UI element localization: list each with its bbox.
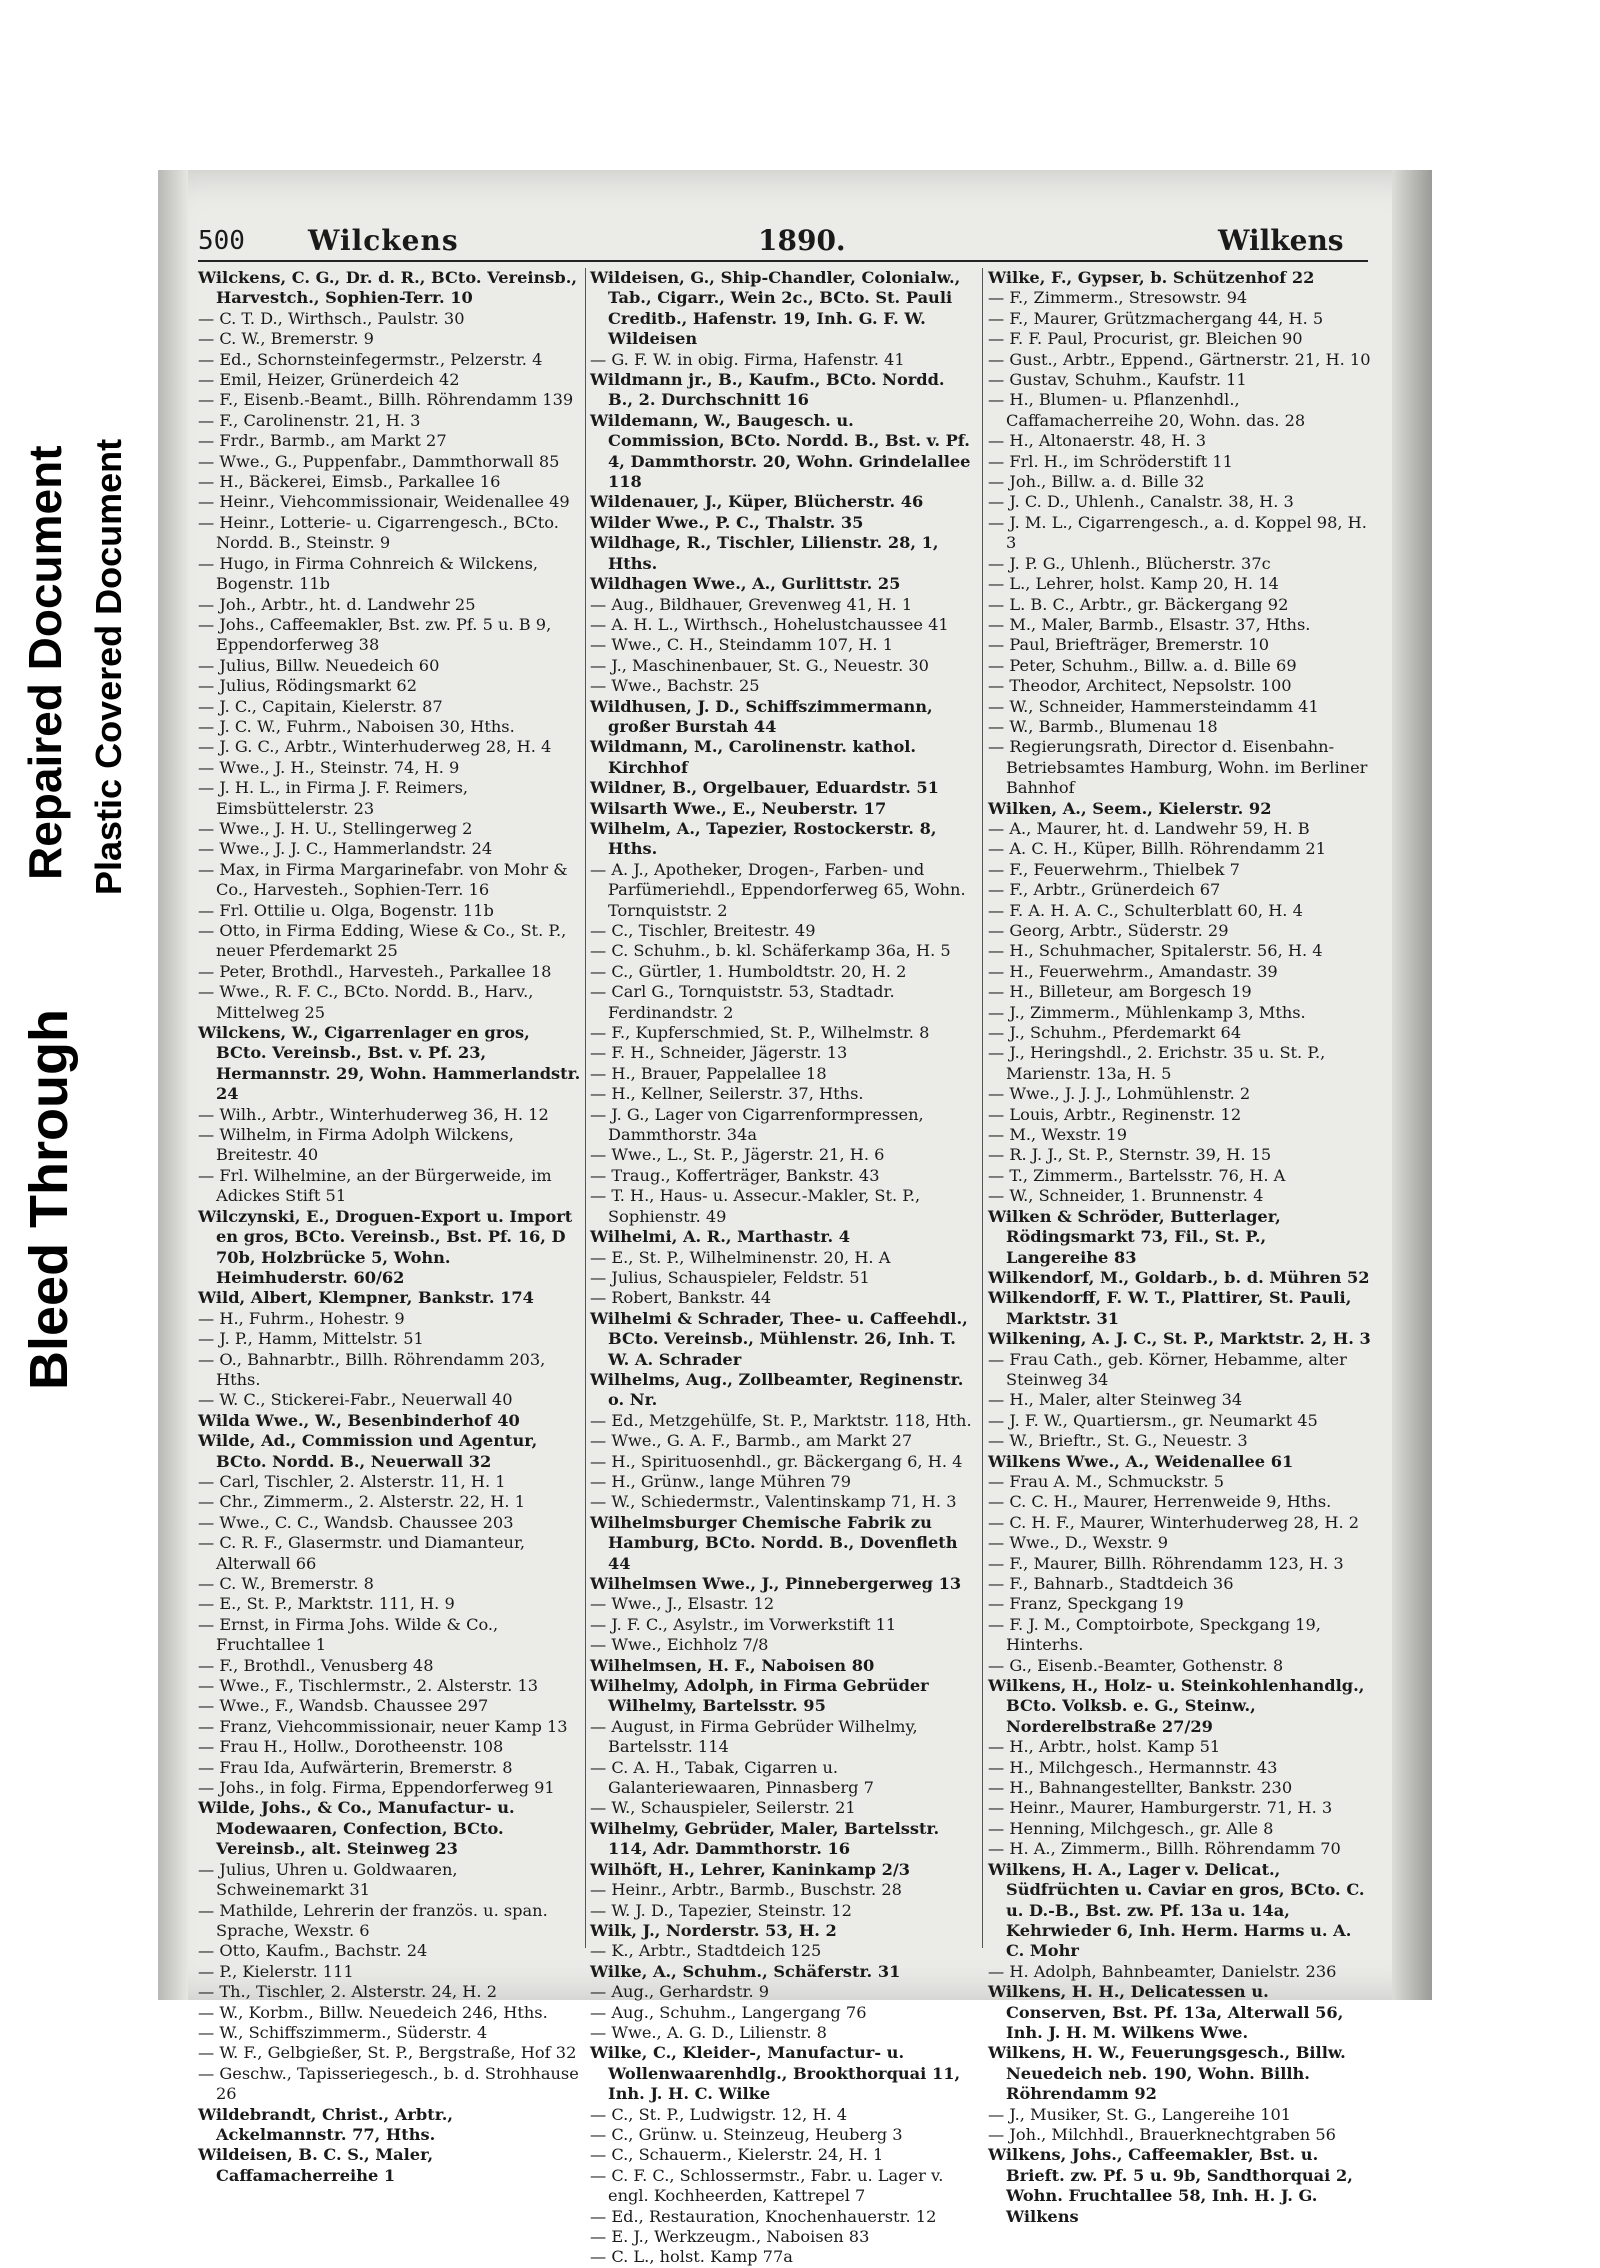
- directory-entry: Wilder Wwe., P. C., Thalstr. 35: [590, 512, 864, 532]
- directory-entry: Wilhelmsburger Chemische Fabrik zu Hamburg, BCto. Nordd. B., Dovenfleth 44: [590, 1512, 958, 1573]
- directory-entry: — Wwe., J. J. J., Lohmühlenstr. 2: [988, 1084, 1251, 1104]
- header-left-word: Wilckens: [308, 224, 459, 257]
- directory-entry: — Th., Tischler, 2. Alsterstr. 24, H. 2: [198, 1982, 498, 2002]
- directory-entry: — H., Schuhmacher, Spitalerstr. 56, H. 4: [988, 941, 1323, 961]
- directory-entry: — Traug., Kofferträger, Bankstr. 43: [590, 1165, 880, 1185]
- directory-entry: Wilda Wwe., W., Besenbinderhof 40: [198, 1410, 520, 1430]
- directory-entry: — W., Korbm., Billw. Neuedeich 246, Hths.: [198, 2002, 548, 2022]
- directory-entry: — F. J. M., Comptoirbote, Speckgang 19, Hinterhs.: [988, 1614, 1321, 1655]
- column-divider: [585, 268, 586, 1948]
- directory-entry: — Gust., Arbtr., Eppend., Gärtnerstr. 21, H. 10: [988, 349, 1371, 369]
- directory-entry: — Julius, Uhren u. Goldwaaren, Schweinemarkt 31: [198, 1859, 458, 1900]
- directory-entry: — C., Grünw. u. Steinzeug, Heuberg 3: [590, 2124, 903, 2144]
- header-rule: [198, 260, 1368, 262]
- directory-entry: — F., Maurer, Grützmachergang 44, H. 5: [988, 308, 1324, 328]
- directory-entry: — H., Grünw., lange Mühren 79: [590, 1471, 852, 1491]
- directory-entry: — Max, in Firma Margarinefabr. von Mohr & Co., Harvesteh., Sophien-Terr. 16: [198, 859, 568, 900]
- directory-entry: — Regierungsrath, Director d. Eisenbahn-Betriebsamtes Hamburg, Wohn. im Berliner Bahnhof: [988, 737, 1368, 798]
- directory-entry: Wilkendorf, M., Goldarb., b. d. Mühren 52: [988, 1267, 1370, 1287]
- directory-entry: Wilkens, H. H., Delicatessen u. Conserven, Bst. Pf. 13a, Alterwall 56, Inh. J. H. M. Wilkens Wwe.: [988, 1982, 1344, 2042]
- directory-entry: — E., St. P., Wilhelminenstr. 20, H. A: [590, 1247, 891, 1267]
- directory-entry: — J. F. C., Asylstr., im Vorwerkstift 11: [590, 1614, 897, 1634]
- bleed-through-label: Bleed Through: [19, 1009, 79, 1390]
- directory-entry: Wilde, Ad., Commission und Agentur, BCto. Nordd. B., Neuerwall 32: [198, 1431, 538, 1471]
- directory-entry: — W. J. D., Tapezier, Steinstr. 12: [590, 1900, 852, 1920]
- directory-entry: — F., Brothdl., Venusberg 48: [198, 1655, 434, 1675]
- directory-entry: — A. J., Apotheker, Drogen-, Farben- und Parfümeriehdl., Eppendorferweg 65, Wohn. Tornquiststr. 2: [590, 859, 966, 920]
- directory-entry: — L. B. C., Arbtr., gr. Bäckergang 92: [988, 594, 1289, 614]
- directory-entry: — Wwe., G. A. F., Barmb., am Markt 27: [590, 1431, 913, 1451]
- directory-entry: Wilhelmy, Gebrüder, Maler, Bartelsstr. 114, Adr. Dammthorstr. 16: [590, 1818, 940, 1859]
- directory-entry: Wilkens, H. W., Feuerungsgesch., Billw. Neuedeich neb. 190, Wohn. Billh. Röhrendamm 92: [988, 2043, 1346, 2104]
- directory-entry: — A. C. H., Küper, Billh. Röhrendamm 21: [988, 839, 1327, 859]
- directory-entry: Wilsarth Wwe., E., Neuberstr. 17: [590, 798, 887, 818]
- directory-entry: — O., Bahnarbtr., Billh. Röhrendamm 203, Hths.: [198, 1349, 546, 1389]
- directory-entry: — C. H. F., Maurer, Winterhuderweg 28, H. 2: [988, 1512, 1360, 1532]
- directory-entry: — J., Zimmerm., Mühlenkamp 3, Mths.: [988, 1002, 1306, 1022]
- directory-entry: — Wwe., J. H. U., Stellingerweg 2: [198, 818, 473, 838]
- directory-entry: — H., Kellner, Seilerstr. 37, Hths.: [590, 1084, 864, 1104]
- directory-entry: Wilkens, H., Holz- u. Steinkohlenhandlg., BCto. Volksb. e. G., Steinw., Norderelbstraße 27/29: [988, 1676, 1365, 1736]
- directory-entry: — H. Adolph, Bahnbeamter, Danielstr. 236: [988, 1961, 1337, 1981]
- directory-entry: Wilczynski, E., Droguen-Export u. Import en gros, BCto. Vereinsb., Bst. Pf. 16, D 70b, Holzbrücke 5, Wohn. Heimhuderstr. 60/62: [198, 1206, 573, 1287]
- directory-entry: — W., Schiffszimmerm., Süderstr. 4: [198, 2022, 488, 2042]
- directory-entry: Wildmann jr., B., Kaufm., BCto. Nordd. B., 2. Durchschnitt 16: [590, 370, 945, 410]
- directory-entry: Wildeisen, B. C. S., Maler, Caffamacherreihe 1: [198, 2145, 434, 2185]
- directory-entry: Wilkens, Johs., Caffeemakler, Bst. u. Brieft. zw. Pf. 5 u. 9b, Sandthorquai 2, Wohn. Fruchtallee 58, Inh. H. J. G. Wilkens: [988, 2145, 1353, 2226]
- directory-entry: — Frau Ida, Aufwärterin, Bremerstr. 8: [198, 1757, 513, 1777]
- directory-entry: — Wwe., G., Puppenfabr., Dammthorwall 85: [198, 451, 560, 471]
- directory-entry: Wilckens, C. G., Dr. d. R., BCto. Vereinsb., Harvestch., Sophien-Terr. 10: [198, 268, 577, 308]
- directory-entry: — Julius, Billw. Neuedeich 60: [198, 655, 440, 675]
- plastic-covered-label: Plastic Covered Document: [88, 438, 129, 895]
- directory-entry: — Emil, Heizer, Grünerdeich 42: [198, 370, 460, 390]
- directory-entry: — H., Blumen- u. Pflanzenhdl., Caffamacherreihe 20, Wohn. das. 28: [988, 390, 1306, 430]
- directory-entry: — C., Tischler, Breitestr. 49: [590, 921, 816, 940]
- directory-entry: — Frl. Ottilie u. Olga, Bogenstr. 11b: [198, 900, 494, 920]
- directory-entry: — J. H. L., in Firma J. F. Reimers, Eimsbüttelerstr. 23: [198, 778, 469, 818]
- directory-entry: Wilhelms, Aug., Zollbeamter, Reginenstr. o. Nr.: [590, 1369, 964, 1410]
- directory-entry: Wilkendorff, F. W. T., Plattirer, St. Pauli, Marktstr. 31: [988, 1288, 1352, 1328]
- directory-entry: — Julius, Rödingsmarkt 62: [198, 676, 417, 696]
- directory-entry: — W., Schauspieler, Seilerstr. 21: [590, 1798, 856, 1818]
- directory-entry: — J. M. L., Cigarrengesch., a. d. Koppel 98, H. 3: [988, 512, 1367, 553]
- directory-entry: Wildeisen, G., Ship-Chandler, Colonialw., Tab., Cigarr., Wein 2c., BCto. St. Pauli Creditb., Hafenstr. 19, Inh. G. F. W. Wildeisen: [590, 268, 961, 349]
- directory-entry: — Peter, Schuhm., Billw. a. d. Bille 69: [988, 655, 1297, 675]
- directory-entry: — Heinr., Arbtr., Barmb., Buschstr. 28: [590, 1880, 902, 1900]
- directory-entry: — C. T. D., Wirthsch., Paulstr. 30: [198, 308, 465, 328]
- directory-entry: — Heinr., Maurer, Hamburgerstr. 71, H. 3: [988, 1798, 1333, 1818]
- directory-entry: — J. G. C., Arbtr., Winterhuderweg 28, H. 4: [198, 737, 552, 757]
- directory-entry: — E., St. P., Marktstr. 111, H. 9: [198, 1594, 455, 1614]
- directory-entry: — J. C., Capitain, Kielerstr. 87: [198, 696, 443, 716]
- directory-column-1: [198, 268, 583, 2186]
- directory-entry: — Johs., in folg. Firma, Eppendorferweg 91: [198, 1778, 555, 1798]
- directory-entry: — Robert, Bankstr. 44: [590, 1288, 772, 1308]
- directory-entry: — C., St. P., Ludwigstr. 12, H. 4: [590, 2104, 848, 2124]
- directory-entry: — Peter, Brothdl., Harvesteh., Parkallee 18: [198, 961, 552, 981]
- directory-entry: — G. F. W. in obig. Firma, Hafenstr. 41: [590, 349, 905, 369]
- directory-entry: — W. F., Gelbgießer, St. P., Bergstraße, Hof 32: [198, 2043, 577, 2063]
- column-divider: [982, 268, 983, 1948]
- directory-entry: Wild, Albert, Klempner, Bankstr. 174: [198, 1288, 534, 1308]
- directory-entry: — W., Brieftr., St. G., Neuestr. 3: [988, 1431, 1248, 1451]
- running-header: [198, 220, 1368, 260]
- directory-entry: — Wilh., Arbtr., Winterhuderweg 36, H. 12: [198, 1104, 549, 1124]
- directory-entry: — Hugo, in Firma Cohnreich & Wilckens, Bogenstr. 11b: [198, 553, 539, 594]
- directory-entry: — H., Billeteur, am Borgesch 19: [988, 982, 1252, 1002]
- directory-entry: — Aug., Schuhm., Langergang 76: [590, 2002, 867, 2022]
- directory-entry: — Mathilde, Lehrerin der französ. u. span. Sprache, Wexstr. 6: [198, 1900, 548, 1940]
- directory-entry: Wilhelm, A., Tapezier, Rostockerstr. 8, Hths.: [590, 818, 937, 859]
- directory-entry: Wildemann, W., Baugesch. u. Commission, BCto. Nordd. B., Bst. v. Pf. 4, Dammthorstr. 20, Wohn. Grindelallee 118: [590, 410, 971, 492]
- directory-entry: — J., Maschinenbauer, St. G., Neuestr. 30: [590, 655, 929, 675]
- directory-entry: — H., Maler, alter Steinweg 34: [988, 1390, 1243, 1410]
- header-year: 1890.: [758, 224, 846, 257]
- directory-entry: — T., Zimmerm., Bartelsstr. 76, H. A: [988, 1165, 1286, 1185]
- directory-entry: Wilhöft, H., Lehrer, Kaninkamp 2/3: [590, 1859, 911, 1879]
- directory-entry: Wildmann, M., Carolinenstr. kathol. Kirchhof: [590, 737, 917, 777]
- directory-entry: — Louis, Arbtr., Reginenstr. 12: [988, 1104, 1242, 1124]
- directory-entry: — Wwe., L., St. P., Jägerstr. 21, H. 6: [590, 1145, 885, 1165]
- directory-entry: — L., Lehrer, holst. Kamp 20, H. 14: [988, 574, 1279, 594]
- page-edge-left: [158, 170, 188, 2000]
- directory-entry: — Wwe., F., Tischlermstr., 2. Alsterstr. 13: [198, 1676, 539, 1696]
- directory-entry: — Otto, in Firma Edding, Wiese & Co., St. P., neuer Pferdemarkt 25: [198, 921, 567, 961]
- directory-entry: — G., Eisenb.-Beamter, Gothenstr. 8: [988, 1655, 1284, 1675]
- directory-entry: — H., Milchgesch., Hermannstr. 43: [988, 1757, 1278, 1777]
- directory-entry: — J. C. W., Fuhrm., Naboisen 30, Hths.: [198, 716, 515, 736]
- header-right-word: Wilkens: [1218, 224, 1344, 257]
- directory-entry: — Georg, Arbtr., Süderstr. 29: [988, 921, 1229, 940]
- directory-entry: — H., Spirituosenhdl., gr. Bäckergang 6, H. 4: [590, 1451, 963, 1471]
- directory-entry: Wilken & Schröder, Butterlager, Rödingsmarkt 73, Fil., St. P., Langereihe 83: [988, 1206, 1281, 1267]
- directory-entry: — C. W., Bremerstr. 8: [198, 1574, 374, 1593]
- directory-entry: — P., Kielerstr. 111: [198, 1961, 354, 1981]
- directory-entry: — Wwe., Bachstr. 25: [590, 676, 760, 696]
- directory-entry: — Theodor, Architect, Nepsolstr. 100: [988, 676, 1292, 696]
- directory-entry: — H., Bäckerei, Eimsb., Parkallee 16: [198, 472, 501, 492]
- directory-entry: — Otto, Kaufm., Bachstr. 24: [198, 1941, 428, 1961]
- directory-entry: — W., Schiedermstr., Valentinskamp 71, H. 3: [590, 1492, 957, 1512]
- directory-entry: — W., Schneider, 1. Brunnenstr. 4: [988, 1186, 1264, 1206]
- directory-entry: — C. C. H., Maurer, Herrenweide 9, Hths.: [988, 1492, 1332, 1512]
- directory-entry: — Frl. Wilhelmine, an der Bürgerweide, im Adickes Stift 51: [198, 1165, 552, 1206]
- directory-entry: Wilke, A., Schuhm., Schäferstr. 31: [590, 1961, 901, 1981]
- directory-entry: — Ernst, in Firma Johs. Wilde & Co., Fruchtallee 1: [198, 1614, 499, 1655]
- directory-entry: — Wwe., F., Wandsb. Chaussee 297: [198, 1696, 489, 1716]
- directory-entry: Wilde, Johs., & Co., Manufactur- u. Modewaaren, Confection, BCto. Vereinsb., alt. Steinweg 23: [198, 1798, 515, 1859]
- directory-entry: — W., Barmb., Blumenau 18: [988, 716, 1218, 736]
- directory-entry: — J. F. W., Quartiersm., gr. Neumarkt 45: [988, 1410, 1318, 1430]
- directory-entry: — F., Arbtr., Grünerdeich 67: [988, 880, 1221, 900]
- directory-entry: — Frl. H., im Schröderstift 11: [988, 451, 1233, 471]
- directory-entry: — Gustav, Schuhm., Kaufstr. 11: [988, 370, 1247, 390]
- scanned-page: [158, 170, 1432, 2267]
- directory-entry: — Wwe., A. G. D., Lilienstr. 8: [590, 2022, 827, 2042]
- directory-entry: Wildenauer, J., Küper, Blücherstr. 46: [590, 492, 924, 512]
- directory-entry: — H., Arbtr., holst. Kamp 51: [988, 1737, 1221, 1757]
- directory-entry: Wildhusen, J. D., Schiffszimmermann, großer Burstah 44: [590, 696, 933, 736]
- directory-entry: — Heinr., Viehcommissionair, Weidenallee 49: [198, 492, 570, 512]
- directory-entry: — C., Gürtler, 1. Humboldtstr. 20, H. 2: [590, 961, 907, 981]
- directory-entry: Wilckens, W., Cigarrenlager en gros, BCto. Vereinsb., Bst. v. Pf. 23, Hermannstr. 29, Wohn. Hammerlandstr. 24: [198, 1023, 581, 1104]
- directory-entry: Wilkens Wwe., A., Weidenallee 61: [988, 1451, 1294, 1471]
- directory-entry: — Wwe., C. C., Wandsb. Chaussee 203: [198, 1512, 514, 1532]
- directory-entry: — F., Bahnarb., Stadtdeich 36: [988, 1574, 1234, 1593]
- directory-entry: — Henning, Milchgesch., gr. Alle 8: [988, 1818, 1274, 1838]
- directory-entry: — C. R. F., Glasermstr. und Diamanteur, Alterwall 66: [198, 1533, 526, 1573]
- directory-entry: — W. C., Stickerei-Fabr., Neuerwall 40: [198, 1390, 513, 1410]
- directory-entry: — F. F. Paul, Procurist, gr. Bleichen 90: [988, 329, 1303, 349]
- directory-entry: — Chr., Zimmerm., 2. Alsterstr. 22, H. 1: [198, 1492, 526, 1512]
- directory-entry: — Wwe., C. H., Steindamm 107, H. 1: [590, 635, 894, 655]
- directory-entry: — J. G., Lager von Cigarrenformpressen, Dammthorstr. 34a: [590, 1104, 924, 1145]
- directory-entry: — Ed., Schornsteinfegermstr., Pelzerstr. 4: [198, 349, 543, 369]
- directory-entry: — Julius, Schauspieler, Feldstr. 51: [590, 1267, 870, 1287]
- directory-entry: — H., Bahnangestellter, Bankstr. 230: [988, 1778, 1293, 1798]
- directory-entry: — C., Schauerm., Kielerstr. 24, H. 1: [590, 2145, 884, 2165]
- directory-entry: — Heinr., Lotterie- u. Cigarrengesch., BCto. Nordd. B., Steinstr. 9: [198, 512, 559, 553]
- directory-entry: — Wwe., Eichholz 7/8: [590, 1635, 769, 1655]
- directory-entry: — Frdr., Barmb., am Markt 27: [198, 431, 447, 451]
- directory-entry: — Aug., Gerhardstr. 9: [590, 1982, 770, 2002]
- repaired-document-label: Repaired Document: [19, 445, 71, 880]
- directory-entry: — Frau H., Hollw., Dorotheenstr. 108: [198, 1737, 504, 1757]
- directory-entry: — Frau Cath., geb. Körner, Hebamme, alter Steinweg 34: [988, 1349, 1347, 1389]
- directory-entry: Wilhelmi, A. R., Marthastr. 4: [590, 1227, 850, 1247]
- directory-entry: — Frau A. M., Schmuckstr. 5: [988, 1471, 1225, 1491]
- directory-entry: — C. F. C., Schlossermstr., Fabr. u. Lager v. engl. Kochheerden, Kattrepel 7: [590, 2165, 944, 2206]
- directory-entry: — R. J. J., St. P., Sternstr. 39, H. 15: [988, 1145, 1272, 1165]
- directory-entry: — Wwe., J. H., Steinstr. 74, H. 9: [198, 757, 460, 777]
- directory-entry: Wilke, C., Kleider-, Manufactur- u. Wollenwaarenhdlg., Brookthorquai 11, Inh. J. H. C. Wilke: [590, 2043, 961, 2104]
- directory-entry: — A. H. L., Wirthsch., Hohelustchaussee 41: [590, 614, 949, 634]
- directory-entry: — F. A. H. A. C., Schulterblatt 60, H. 4: [988, 900, 1303, 920]
- directory-entry: — H. A., Zimmerm., Billh. Röhrendamm 70: [988, 1839, 1341, 1859]
- directory-entry: Wilken, A., Seem., Kielerstr. 92: [988, 798, 1272, 818]
- directory-entry: — M., Maler, Barmb., Elsastr. 37, Hths.: [988, 614, 1311, 634]
- directory-entry: — F., Maurer, Billh. Röhrendamm 123, H. 3: [988, 1553, 1344, 1573]
- directory-entry: Wilhelmi & Schrader, Thee- u. Caffeehdl., BCto. Vereinsb., Mühlenstr. 26, Inh. T. W. A. Schrader: [590, 1308, 968, 1369]
- directory-entry: — J. P., Hamm, Mittelstr. 51: [198, 1329, 424, 1349]
- directory-entry: — J., Heringshdl., 2. Erichstr. 35 u. St. P., Marienstr. 13a, H. 5: [988, 1043, 1326, 1083]
- directory-entry: — C. L., holst. Kamp 77a: [590, 2247, 793, 2267]
- directory-entry: — F., Carolinenstr. 21, H. 3: [198, 410, 421, 430]
- directory-entry: — H., Fuhrm., Hohestr. 9: [198, 1308, 405, 1328]
- page-edge-right: [1392, 170, 1432, 2000]
- directory-entry: — Wilhelm, in Firma Adolph Wilckens, Breitestr. 40: [198, 1125, 514, 1165]
- directory-entry: — Wwe., J. J. C., Hammerlandstr. 24: [198, 839, 493, 859]
- directory-column-2: [590, 268, 975, 2268]
- directory-entry: — Wwe., R. F. C., BCto. Nordd. B., Harv., Mittelweg 25: [198, 982, 534, 1022]
- directory-entry: — Ed., Metzgehülfe, St. P., Marktstr. 118, Hth.: [590, 1410, 972, 1430]
- directory-entry: — Wwe., J., Elsastr. 12: [590, 1594, 775, 1614]
- directory-entry: — C. Schuhm., b. kl. Schäferkamp 36a, H. 5: [590, 941, 951, 961]
- directory-entry: — Paul, Briefträger, Bremerstr. 10: [988, 635, 1270, 655]
- directory-entry: Wilhelmsen Wwe., J., Pinnebergerweg 13: [590, 1574, 962, 1593]
- directory-entry: — August, in Firma Gebrüder Wilhelmy, Bartelsstr. 114: [590, 1716, 918, 1757]
- directory-entry: — C. A. H., Tabak, Cigarren u. Galanteriewaaren, Pinnasberg 7: [590, 1757, 874, 1798]
- directory-column-3: [988, 268, 1373, 2227]
- directory-entry: — J. C. D., Uhlenh., Canalstr. 38, H. 3: [988, 492, 1294, 512]
- directory-entry: — F., Kupferschmied, St. P., Wilhelmstr. 8: [590, 1023, 930, 1043]
- directory-entry: Wilkens, H. A., Lager v. Delicat., Südfrüchten u. Caviar en gros, BCto. C. u. D.-B., Bst. zw. Pf. 13a u. 14a, Kehrwieder 6, Inh. Herm. Harms u. A. C. Mohr: [988, 1859, 1365, 1961]
- directory-entry: Wilhelmsen, H. F., Naboisen 80: [590, 1655, 875, 1675]
- directory-entry: — J. P. G., Uhlenh., Blücherstr. 37c: [988, 553, 1271, 573]
- directory-entry: — J., Musiker, St. G., Langereihe 101: [988, 2104, 1292, 2124]
- directory-entry: — A., Maurer, ht. d. Landwehr 59, H. B: [988, 818, 1310, 838]
- directory-entry: Wildhagen Wwe., A., Gurlittstr. 25: [590, 574, 901, 594]
- directory-entry: — T. H., Haus- u. Assecur.-Makler, St. P., Sophienstr. 49: [590, 1186, 921, 1226]
- directory-entry: — Carl G., Tornquiststr. 53, Stadtadr. Ferdinandstr. 2: [590, 982, 895, 1022]
- directory-entry: — Joh., Milchhdl., Brauerknechtgraben 56: [988, 2124, 1336, 2144]
- directory-entry: — Aug., Bildhauer, Grevenweg 41, H. 1: [590, 594, 913, 614]
- directory-entry: — K., Arbtr., Stadtdeich 125: [590, 1941, 822, 1961]
- directory-entry: — Ed., Restauration, Knochenhauerstr. 12: [590, 2206, 937, 2226]
- directory-entry: — Wwe., D., Wexstr. 9: [988, 1533, 1169, 1553]
- directory-entry: — Johs., Caffeemakler, Bst. zw. Pf. 5 u. B 9, Eppendorferweg 38: [198, 614, 552, 655]
- directory-entry: Wildner, B., Orgelbauer, Eduardstr. 51: [590, 778, 939, 798]
- directory-entry: Wilkening, A. J. C., St. P., Marktstr. 2, H. 3: [988, 1329, 1371, 1349]
- directory-entry: — H., Feuerwehrm., Amandastr. 39: [988, 961, 1278, 981]
- directory-entry: — Geschw., Tapisseriegesch., b. d. Strohhause 26: [198, 2063, 579, 2104]
- directory-entry: — Franz, Speckgang 19: [988, 1594, 1184, 1614]
- directory-entry: — F., Zimmerm., Stresowstr. 94: [988, 288, 1248, 308]
- directory-entry: Wilke, F., Gypser, b. Schützenhof 22: [988, 268, 1315, 287]
- directory-entry: — Carl, Tischler, 2. Alsterstr. 11, H. 1: [198, 1471, 506, 1491]
- directory-entry: — M., Wexstr. 19: [988, 1125, 1128, 1145]
- directory-entry: Wildebrandt, Christ., Arbtr., Ackelmannstr. 77, Hths.: [198, 2104, 454, 2144]
- directory-entry: Wildhage, R., Tischler, Lilienstr. 28, 1, Hths.: [590, 533, 939, 573]
- directory-entry: — F. H., Schneider, Jägerstr. 13: [590, 1043, 848, 1063]
- directory-entry: — Joh., Arbtr., ht. d. Landwehr 25: [198, 594, 476, 614]
- directory-entry: — E. J., Werkzeugm., Naboisen 83: [590, 2227, 870, 2246]
- directory-entry: Wilk, J., Norderstr. 53, H. 2: [590, 1920, 837, 1940]
- directory-entry: Wilhelmy, Adolph, in Firma Gebrüder Wilhelmy, Bartelsstr. 95: [590, 1676, 929, 1716]
- directory-entry: — F., Eisenb.-Beamt., Billh. Röhrendamm 139: [198, 390, 574, 410]
- directory-entry: — Joh., Billw. a. d. Bille 32: [988, 472, 1205, 492]
- directory-entry: — C. W., Bremerstr. 9: [198, 329, 374, 349]
- directory-entry: — H., Altonaerstr. 48, H. 3: [988, 431, 1207, 451]
- directory-entry: — F., Feuerwehrm., Thielbek 7: [988, 859, 1240, 879]
- directory-entry: — H., Brauer, Pappelallee 18: [590, 1063, 827, 1083]
- directory-entry: — W., Schneider, Hammersteindamm 41: [988, 696, 1319, 716]
- directory-entry: — Franz, Viehcommissionair, neuer Kamp 13: [198, 1716, 568, 1736]
- directory-entry: — J., Schuhm., Pferdemarkt 64: [988, 1023, 1242, 1043]
- page-number: 500: [198, 226, 245, 256]
